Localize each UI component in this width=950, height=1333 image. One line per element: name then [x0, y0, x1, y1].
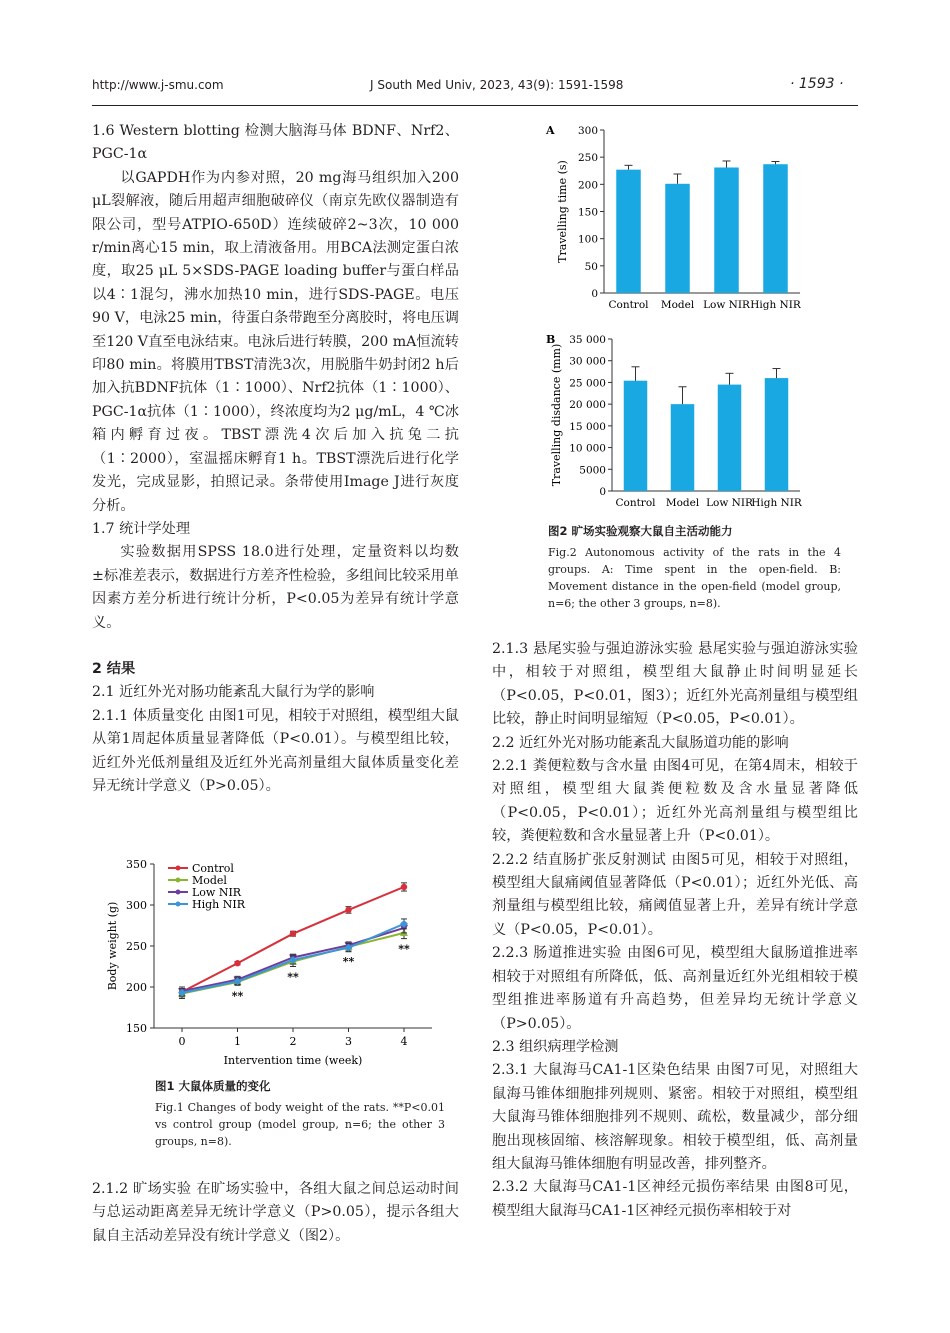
- y-tick-label: 15 000: [569, 420, 606, 433]
- significance-label: **: [342, 954, 355, 968]
- significance-label: **: [231, 989, 244, 1003]
- y-tick-label: 150: [126, 1022, 147, 1035]
- y-tick-label: 25 000: [569, 377, 606, 390]
- data-point: [401, 884, 407, 890]
- y-tick-label: 250: [126, 940, 147, 953]
- bar-low-nir: [718, 385, 742, 491]
- section-2-3-title: 2.3 组织病理学检测: [492, 1038, 619, 1055]
- legend-marker: [176, 890, 181, 895]
- section-1-7-title: 1.7 统计学处理: [92, 520, 191, 537]
- significance-label: **: [398, 942, 410, 956]
- x-tick-label: 1: [234, 1035, 241, 1048]
- left-column-top: [92, 120, 459, 798]
- y-tick-label: 20 000: [569, 399, 606, 412]
- section-2-2-2: 2.2.2 结直肠扩张反射测试 由图5可见，相较于对照组，模型组大鼠痛阈值显著降低（P<0.01）；近红外光低、高剂量组与模型组比较，痛阈值显著上升，差异有统计学意义（P<0.05，P<0.01）。: [492, 851, 858, 938]
- section-1-6-title: 1.6 Western blotting 检测大脑海马体 BDNF、Nrf2、PGC-1α: [92, 123, 459, 163]
- x-tick-label: Model: [660, 299, 695, 311]
- figure-2a-bar-chart: [540, 118, 840, 318]
- bar-high-nir: [765, 378, 789, 491]
- header-url: http://www.j-smu.com: [92, 78, 224, 92]
- legend-marker: [176, 878, 181, 883]
- y-axis-label: Travelling disdance (mm): [550, 343, 563, 487]
- x-tick-label: Control: [608, 299, 649, 311]
- y-tick-label: 30 000: [569, 355, 606, 368]
- x-tick-label: Model: [665, 497, 700, 509]
- right-column: [492, 638, 858, 1223]
- y-axis-label: Travelling time (s): [556, 160, 569, 263]
- y-tick-label: 0: [591, 288, 598, 300]
- x-tick-label: Control: [615, 497, 656, 509]
- legend-label: Model: [192, 874, 227, 887]
- panel-label: B: [546, 333, 556, 346]
- x-tick-label: 4: [400, 1035, 408, 1048]
- y-tick-label: 35 000: [569, 334, 606, 346]
- header-journal: J South Med Univ, 2023, 43(9): 1591-1598: [370, 78, 624, 92]
- y-tick-label: 100: [577, 233, 598, 246]
- y-tick-label: 5000: [579, 464, 606, 477]
- x-tick-label: 3: [345, 1035, 352, 1048]
- significance-label: **: [287, 970, 299, 984]
- section-2-1-1: 2.1.1 体质量变化 由图1可见，相较于对照组，模型组大鼠从第1周起体质量显著降低（P<0.01）。与模型组比较，近红外光低剂量组及近红外光高剂量组大鼠体质量变化差异无统计学意义（P>0.05）。: [92, 707, 459, 794]
- y-tick-label: 200: [126, 981, 147, 994]
- section-2-2-1: 2.2.1 粪便粒数与含水量 由图4可见，在第4周末，相较于对照组，模型组大鼠粪便粒数及含水量显著降低（P<0.05，P<0.01）；近红外光高剂量组与模型组比较，粪便粒数和含水量显著上升（P<0.01）。: [492, 758, 858, 845]
- x-axis-label: Intervention time (week): [223, 1054, 363, 1067]
- x-tick-label: 0: [178, 1035, 186, 1048]
- section-2-2-title: 2.2 近红外光对肠功能紊乱大鼠肠道功能的影响: [492, 734, 789, 751]
- panel-label: A: [546, 124, 555, 137]
- data-point: [234, 960, 240, 966]
- y-tick-label: 250: [577, 152, 598, 165]
- y-tick-label: 300: [577, 125, 598, 137]
- bar-low-nir: [714, 167, 739, 293]
- figure-2-caption-cn: 图2 旷场实验观察大鼠自主活动能力: [548, 524, 733, 538]
- section-2-2-3: 2.2.3 肠道推进实验 由图6可见，模型组大鼠肠道推进率相较于对照组有所降低，低、高剂量近红外光组相较于模型组推进率肠道有升高趋势，但差异均无统计学意义（P>0.05）。: [492, 945, 858, 1032]
- section-2-1-title: 2.1 近红外光对肠功能紊乱大鼠行为学的影响: [92, 684, 375, 701]
- left-column-bottom: [92, 1178, 459, 1248]
- y-tick-label: 350: [126, 858, 147, 871]
- bar-control: [624, 381, 648, 491]
- section-2-1-2: 2.1.2 旷场实验 在旷场实验中，各组大鼠之间总运动时间与总运动距离差异无统计学意义（P>0.05），提示各组大鼠自主活动差异没有统计学意义（图2）。: [92, 1181, 459, 1244]
- header-page-number: · 1593 ·: [790, 76, 844, 92]
- y-tick-label: 150: [577, 206, 598, 219]
- figure-1-caption-cn: 图1 大鼠体质量的变化: [155, 1079, 271, 1093]
- bar-high-nir: [763, 164, 788, 293]
- figure-1-caption-en: Fig.1 Changes of body weight of the rats. **P<0.01 vs control group (model group, n=6; the other 3 groups, n=8).: [155, 1101, 445, 1148]
- section-2-3-2: 2.3.2 大鼠海马CA1-1区神经元损伤率结果 由图8可见，模型组大鼠海马CA1-1区神经元损伤率相较于对: [492, 1179, 858, 1219]
- figure-2-caption: [548, 523, 841, 612]
- section-1-6-body: 以GAPDH作为内参对照，20 mg海马组织加入200 μL裂解液，随后用超声细胞破碎仪（南京先欧仪器制造有限公司，型号ATPIO-650D）连续破碎2~3次，10 000 r/min离心15 min，取上清液备用。用BCA法测定蛋白浓度，取25 μL 5×SDS-PAGE loading buffer与蛋白样品以4∶1混匀，沸水加热10 min，进行SDS-PAGE。电压90 V，电泳25 min，待蛋白条带跑至分离胶时，将电压调至120 V直至电泳结束。电泳后进行转膜，200 mA恒流转印80 min。将膜用TBST清洗3次，用脱脂牛奶封闭2 h后加入抗BDNF抗体（1∶1000）、Nrf2抗体（1∶1000）、PGC-1α抗体（1∶1000），终浓度均为2 μg/mL，4 ℃冰箱内孵育过夜。TBST漂洗4次后加入抗兔二抗（1∶2000），室温摇床孵育1 h。TBST漂洗后进行化学发光，完成显影，拍照记录。条带使用Image J进行灰度分析。: [92, 169, 459, 514]
- legend-marker: [176, 866, 181, 871]
- x-tick-label: High NIR: [750, 299, 801, 311]
- legend-marker: [176, 902, 181, 907]
- y-tick-label: 50: [584, 260, 598, 273]
- section-2-1-3: 2.1.3 悬尾实验与强迫游泳实验 悬尾实验与强迫游泳实验中，相较于对照组，模型组大鼠静止时间明显延长（P<0.05，P<0.01，图3）；近红外光高剂量组与模型组比较，静止时间明显缩短（P<0.05，P<0.01）。: [492, 641, 858, 728]
- y-tick-label: 10 000: [569, 442, 606, 455]
- y-axis-label: Body weight (g): [106, 901, 119, 991]
- section-2-3-1: 2.3.1 大鼠海马CA1-1区染色结果 由图7可见，对照组大鼠海马锥体细胞排列规则、紧密。相较于对照组，模型组大鼠海马锥体细胞排列不规则、疏松，数量减少，部分细胞出现核固缩、核溶解现象。相较于模型组，低、高剂量组大鼠海马锥体细胞有明显改善，排列整齐。: [492, 1062, 858, 1172]
- bar-control: [616, 170, 641, 293]
- figure-2-caption-en: Fig.2 Autonomous activity of the rats in the 4 groups. A: Time spent in the open-field. B: Movement distance in the open-field (model group, n=6; the other 3 groups, n=8).: [548, 546, 841, 610]
- x-tick-label: Low NIR: [706, 497, 753, 509]
- x-tick-label: Low NIR: [703, 299, 750, 311]
- x-tick-label: 2: [289, 1035, 297, 1048]
- data-point: [345, 907, 351, 913]
- bar-model: [665, 184, 690, 293]
- legend-label: High NIR: [192, 898, 245, 911]
- legend-label: Control: [192, 862, 234, 875]
- figure-1-line-chart: [92, 850, 462, 1070]
- section-1-7-body: 实验数据用SPSS 18.0进行处理，定量资料以均数±标准差表示，数据进行方差齐性检验，多组间比较采用单因素方差分析进行统计分析，P<0.05为差异有统计学意义。: [92, 544, 459, 631]
- y-tick-label: 0: [599, 486, 606, 498]
- bar-model: [671, 404, 695, 491]
- section-2-title: 2 结果: [92, 660, 136, 677]
- data-point: [290, 931, 296, 937]
- header-rule: [92, 105, 858, 106]
- x-tick-label: High NIR: [751, 497, 802, 509]
- legend-label: Low NIR: [192, 886, 242, 899]
- y-tick-label: 200: [577, 179, 598, 192]
- figure-2b-bar-chart: [540, 325, 840, 520]
- y-tick-label: 300: [126, 899, 147, 912]
- figure-1-caption: [155, 1078, 445, 1150]
